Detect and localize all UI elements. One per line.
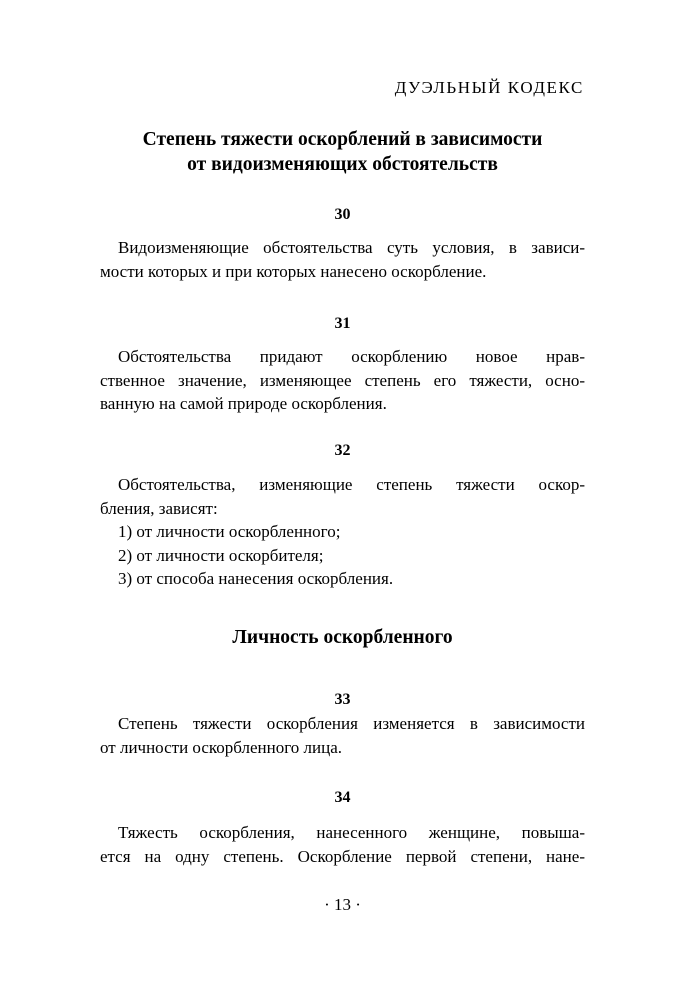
text-line: от личности оскорбленного лица. [100, 737, 343, 757]
text-line: Видоизменяющие обстоятельства суть условия, в зависи- [118, 238, 585, 257]
text-line: ванную на самой природе оскорбления. [100, 394, 387, 413]
heading-line: от видоизменяющих обстоятельств [187, 154, 498, 175]
section-heading-offended-person: Личность оскорбленного [232, 627, 453, 648]
article-number-32: 32 [334, 442, 351, 459]
section-heading-severity [100, 127, 585, 177]
text-line: мости которых и при которых нанесено оскорбление. [100, 261, 487, 281]
list-item: 3) от способа нанесения оскорбления. [118, 569, 394, 588]
list-item: 1) от личности оскорбленного; [118, 522, 341, 541]
heading-line: Степень тяжести оскорблений в зависимости [142, 129, 543, 150]
article-number-33: 33 [334, 691, 351, 708]
text-line: Обстоятельства придают оскорблению новое нрав- [118, 347, 585, 366]
text-line: Обстоятельства, изменяющие степень тяжести оскор- [118, 475, 585, 494]
article-33-text [100, 712, 585, 759]
text-line: бления, зависят: [100, 498, 218, 518]
article-30-text [100, 236, 585, 283]
list-item: 2) от личности оскорбителя; [118, 545, 324, 565]
article-34-text [100, 821, 585, 868]
article-number-30: 30 [334, 206, 351, 223]
text-line: ственное значение, изменяющее степень его тяжести, осно- [100, 370, 585, 390]
article-number-34: 34 [334, 789, 351, 806]
article-31-text [100, 345, 585, 416]
text-line: Степень тяжести оскорбления изменяется в зависимости [118, 714, 585, 733]
running-head: ДУЭЛЬНЫЙ КОДЕКС [394, 78, 584, 97]
article-number-31: 31 [334, 315, 351, 332]
text-line: Тяжесть оскорбления, нанесенного женщине, повыша- [118, 823, 585, 842]
text-line: ется на одну степень. Оскорбление первой степени, нане- [100, 846, 585, 866]
article-32-text [100, 473, 585, 591]
page-number: · 13 · [324, 895, 361, 914]
